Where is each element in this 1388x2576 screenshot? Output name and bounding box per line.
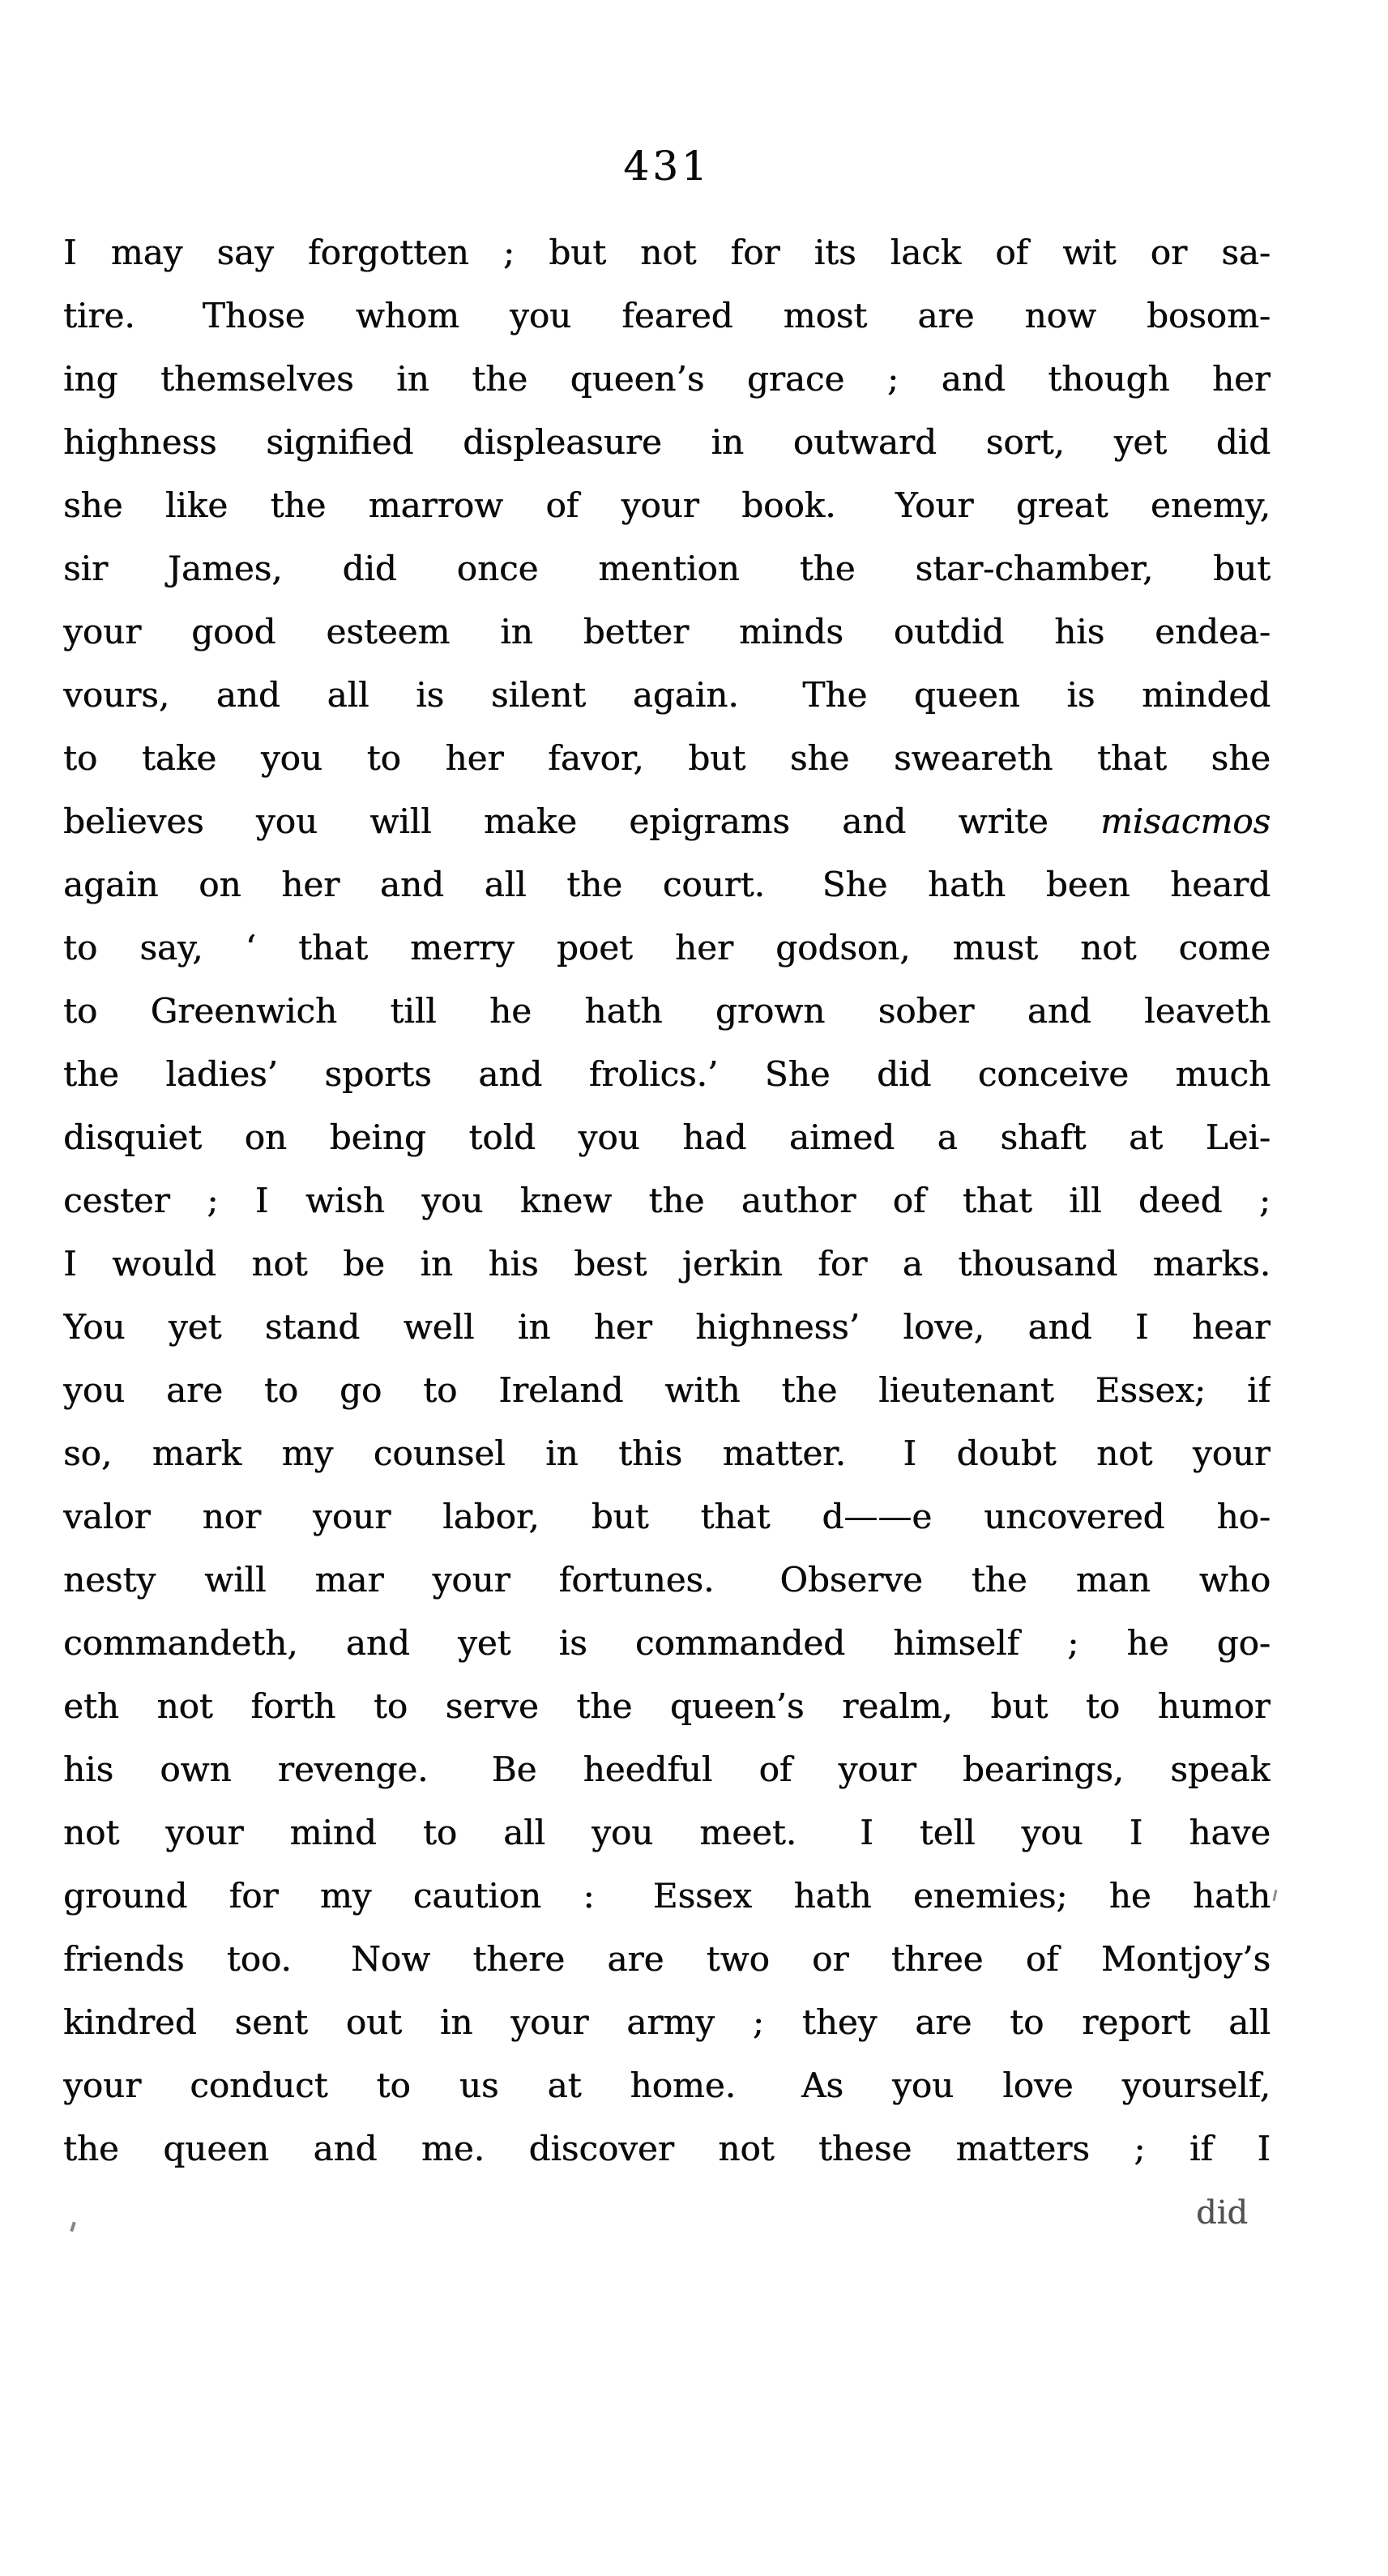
- text-segment: ground for my caution : Essex hath enemies; he hath: [63, 1876, 1271, 1916]
- text-segment: cester ; I wish you knew the author of that ill deed ;: [63, 1181, 1271, 1220]
- text-segment: sir James, did once mention the star-chamber, but: [63, 549, 1271, 588]
- text-segment: highness signified displeasure in outward sort, yet did: [63, 422, 1271, 462]
- text-segment: the ladies’ sports and frolics.’ She did conceive much: [63, 1054, 1271, 1094]
- text-segment: I may say forgotten ; but not for its lack of wit or sa-: [63, 233, 1271, 272]
- text-line: [63, 1801, 1271, 1865]
- page-text-block: [63, 221, 1271, 2181]
- text-segment: the queen and me. discover not these matters ; if I: [63, 2129, 1271, 2168]
- text-line: [63, 1991, 1271, 2054]
- text-line: [63, 1106, 1271, 1169]
- text-line: [63, 284, 1271, 348]
- text-line: [63, 664, 1271, 727]
- text-segment: nesty will mar your fortunes. Observe the man who: [63, 1560, 1271, 1600]
- text-segment: your conduct to us at home. As you love yourself,: [63, 2065, 1271, 2105]
- text-line: [63, 727, 1271, 790]
- text-segment: friends too. Now there are two or three of Montjoy’s: [63, 1939, 1271, 1979]
- text-line: [63, 1865, 1271, 1928]
- text-line: [63, 1675, 1271, 1738]
- catchword: did: [1195, 2194, 1248, 2232]
- text-segment: kindred sent out in your army ; they are to report all: [63, 2002, 1271, 2042]
- text-segment: ing themselves in the queen’s grace ; and though her: [63, 359, 1271, 399]
- text-line: [63, 474, 1271, 537]
- text-line: [63, 790, 1271, 853]
- page-number: 431: [623, 143, 711, 190]
- text-segment: your good esteem in better minds outdid his endea-: [63, 612, 1271, 651]
- text-segment: his own revenge. Be heedful of your bearings, speak: [63, 1749, 1271, 1789]
- text-segment: tire. Those whom you feared most are now bosom-: [63, 296, 1271, 335]
- text-line: [63, 1422, 1271, 1485]
- text-line: [63, 537, 1271, 600]
- scan-speck: [1273, 1890, 1278, 1901]
- text-segment: not your mind to all you meet. I tell you I have: [63, 1813, 1271, 1852]
- text-segment: eth not forth to serve the queen’s realm, but to humor: [63, 1686, 1271, 1726]
- text-segment: vours, and all is silent again. The queen is minded: [63, 675, 1271, 715]
- text-line: [63, 1232, 1271, 1296]
- text-line: [63, 1549, 1271, 1612]
- text-segment: to Greenwich till he hath grown sober and leaveth: [63, 991, 1271, 1031]
- text-line: [63, 1612, 1271, 1675]
- text-segment: so, mark my counsel in this matter. I doubt not your: [63, 1433, 1271, 1473]
- text-line: [63, 221, 1271, 284]
- text-line: [63, 2117, 1271, 2181]
- text-segment: disquiet on being told you had aimed a shaft at Lei-: [63, 1117, 1271, 1157]
- text-segment: valor nor your labor, but that d——e uncovered ho-: [63, 1497, 1271, 1536]
- text-segment: you are to go to Ireland with the lieutenant Essex; if: [63, 1370, 1271, 1410]
- text-segment: to take you to her favor, but she sweareth that she: [63, 738, 1271, 778]
- catchword-row: [63, 2192, 1271, 2234]
- text-line: [63, 1485, 1271, 1549]
- text-line: [63, 1359, 1271, 1422]
- text-segment: she like the marrow of your book. Your great enemy,: [63, 485, 1271, 525]
- text-segment: again on her and all the court. She hath been heard: [63, 865, 1271, 904]
- text-segment: I would not be in his best jerkin for a thousand marks.: [63, 1244, 1271, 1284]
- text-segment: You yet stand well in her highness’ love, and I hear: [63, 1307, 1271, 1347]
- text-segment: believes you will make epigrams and write: [63, 801, 1100, 841]
- text-line: [63, 411, 1271, 474]
- text-segment: commandeth, and yet is commanded himself ; he go-: [63, 1623, 1271, 1663]
- text-line: [63, 916, 1271, 980]
- text-line: [63, 1296, 1271, 1359]
- text-line: [63, 1738, 1271, 1801]
- text-segment: to say, ‘ that merry poet her godson, must not come: [63, 928, 1271, 968]
- text-line: [63, 1928, 1271, 1991]
- text-line: [63, 1043, 1271, 1106]
- text-line: [63, 348, 1271, 411]
- italic-word: misacmos: [1100, 801, 1271, 841]
- text-line: [63, 853, 1271, 916]
- text-line: [63, 980, 1271, 1043]
- text-line: [63, 1169, 1271, 1232]
- text-line: [63, 2054, 1271, 2117]
- text-line: [63, 600, 1271, 664]
